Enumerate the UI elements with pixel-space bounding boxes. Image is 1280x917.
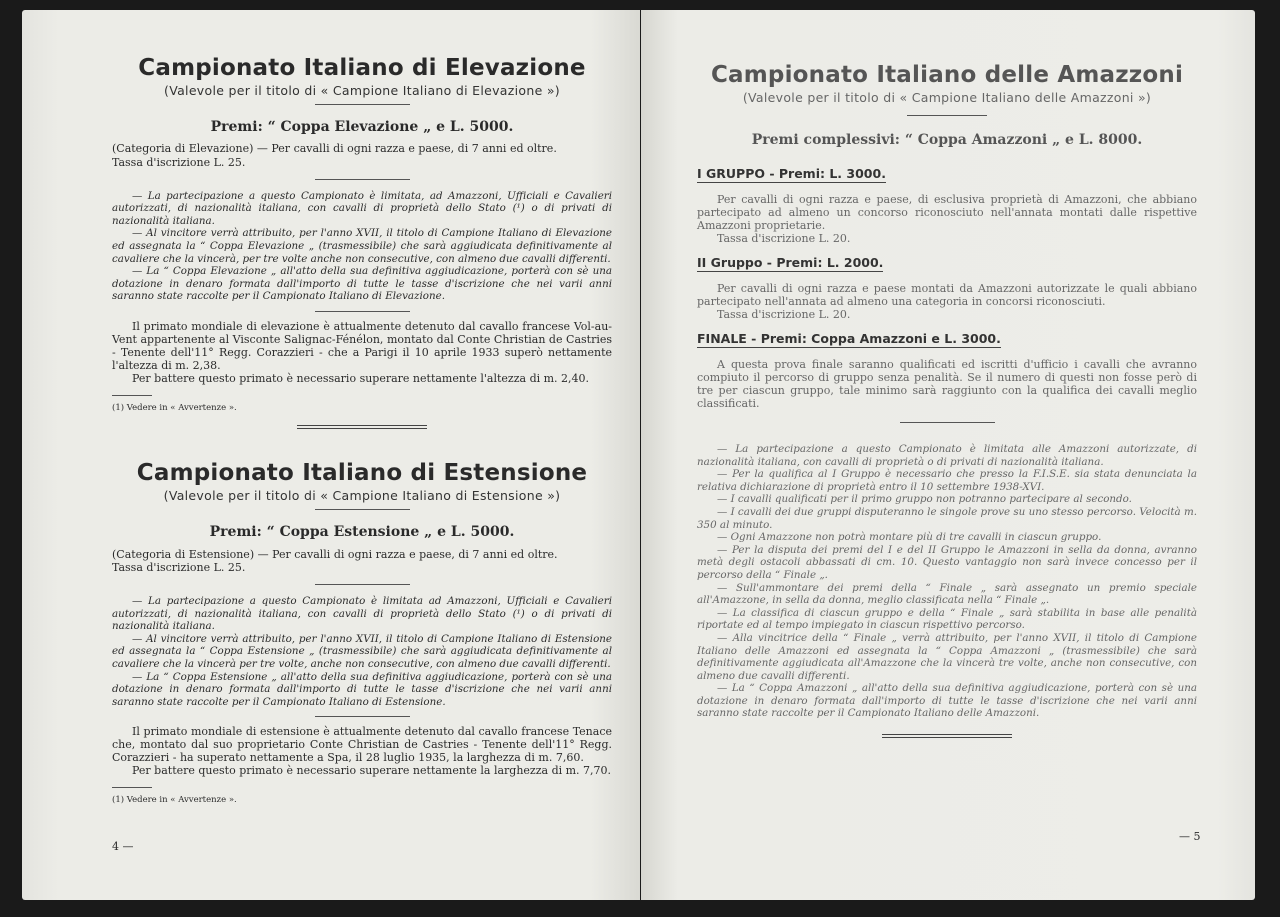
divider <box>900 422 995 423</box>
estensione-fee: Tassa d'iscrizione L. 25. <box>112 561 246 574</box>
divider <box>315 179 410 180</box>
amazzoni-section <box>697 62 1197 752</box>
amazzoni-rule-9: — Alla vincitrice della “ Finale „ verrà attribuito, per l'anno XVII, il titolo di Campione Italiano delle Amazzoni ed assegnata la “ Coppa Amazzoni „ (trasmessibile) che sarà definitivamente aggiudicata all'Amazzone che la vincerà tre volte, anche non consecutive, con almeno due cavalli differenti. <box>697 631 1197 682</box>
amazzoni-rule-5: — Ogni Amazzone non potrà montare più di tre cavalli in ciascun gruppo. <box>717 531 1102 544</box>
amazzoni-rule-8: — La classifica di ciascun gruppo e della “ Finale „ sarà stabilita in base alle penalità riportate ed al tempo impiegato in ciascun rispettivo percorso. <box>697 606 1197 632</box>
double-rule <box>297 425 427 429</box>
estensione-record: Il primato mondiale di estensione è attualmente detenuto dal cavallo francese Tenace che, montato dal suo proprietario Conte Christian de Castries - Tenente dell'11° Regg. Corazzieri - ha superato nettamente a Spa, il 28 luglio 1935, la larghezza di m. 7,60. <box>112 725 612 765</box>
estensione-beat: Per battere questo primato è necessario superare nettamente la larghezza di m. 7,70. <box>132 764 612 778</box>
elevazione-subtitle: (Valevole per il titolo di « Campione Italiano di Elevazione ») <box>164 83 560 98</box>
amazzoni-rule-10: — La “ Coppa Amazzoni „ all'atto della sua definitiva aggiudicazione, porterà con sè una dotazione in denaro formata dall'importo di tutte le tasse d'iscrizione che nei varii anni saranno state raccolte per il Campionato Italiano delle Amazzoni. <box>697 682 1197 720</box>
elevazione-footnote: (1) Vedere in « Avvertenze ». <box>112 402 237 413</box>
elevazione-fee: Tassa d'iscrizione L. 25. <box>112 155 246 169</box>
page-number-right: — 5 <box>1179 830 1201 843</box>
footnote-rule <box>112 395 152 396</box>
elevazione-rule-3: — La “ Coppa Elevazione „ all'atto della sua definitiva aggiudicazione, porterà con sè una dotazione in denaro formata dall'importo di tutte le tasse d'iscrizione che nei varii anni saranno state raccolte per il Campionato Italiano di Elevazione. <box>112 265 612 303</box>
amazzoni-rule-4: — I cavalli dei due gruppi disputeranno le singole prove su uno stesso percorso. Velocità m. 350 al minuto. <box>697 505 1197 531</box>
estensione-category: (Categoria di Estensione) — Per cavalli di ogni razza e paese, di 7 anni ed oltre. <box>112 548 558 561</box>
amazzoni-rule-1: — La partecipazione a questo Campionato è limitata alle Amazzoni autorizzate, di nazionalità italiana, con cavalli di proprietà o di privati di nazionalità italiana. <box>697 443 1197 468</box>
amazzoni-title: Campionato Italiano delle Amazzoni <box>710 62 1184 88</box>
estensione-prize: Premi: “ Coppa Estensione „ e L. 5000. <box>209 524 515 540</box>
page-number-left: 4 — <box>112 840 134 853</box>
elevazione-prize: Premi: “ Coppa Elevazione „ e L. 5000. <box>210 119 514 135</box>
estensione-title: Campionato Italiano di Estensione <box>136 460 588 486</box>
group1-heading: I GRUPPO - Premi: L. 3000. <box>697 166 886 181</box>
elevazione-category: (Categoria di Elevazione) — Per cavalli di ogni razza e paese, di 7 anni ed oltre. <box>112 142 557 155</box>
estensione-rule-2: — Al vincitore verrà attribuito, per l'anno XVII, il titolo di Campione Italiano di Estensione ed assegnata la “ Coppa Estensione „ (trasmessibile) che sarà aggiudicata definitivamente al cavaliere che la vincerà per tre volte, anche non consecutive, con almeno due cavalli differenti. <box>112 632 612 670</box>
amazzoni-rule-2: — Per la qualifica al I Gruppo è necessario che presso la F.I.S.E. sia stata denunciata la relativa dichiarazione di proprietà entro il 10 settembre 1938-XVI. <box>697 468 1197 493</box>
group1-fee: Tassa d'iscrizione L. 20. <box>717 232 851 245</box>
footnote-rule <box>112 787 152 788</box>
left-page <box>22 10 640 900</box>
estensione-footnote: (1) Vedere in « Avvertenze ». <box>112 795 237 806</box>
finale-text: A questa prova finale saranno qualificati ed iscritti d'ufficio i cavalli che avranno compiuto il percorso di gruppo senza penalità. Se il numero di questi non fosse però di tre per ciascun gruppo, tale minimo sarà raggiunto con la qualifica dei cavalli meglio classificati. <box>697 358 1197 410</box>
elevazione-section <box>112 55 612 439</box>
amazzoni-subtitle: (Valevole per il titolo di « Campione Italiano delle Amazzoni ») <box>742 90 1152 105</box>
finale-heading: FINALE - Premi: Coppa Amazzoni e L. 3000. <box>697 331 1001 346</box>
amazzoni-rule-7: — Sull'ammontare dei premi della “ Finale „ sarà assegnato un premio speciale all'Amazzone, in sella da donna, meglio classificata nella “ Finale „. <box>697 581 1197 607</box>
elevazione-rule-1: — La partecipazione a questo Campionato è limitata, ad Amazzoni, Ufficiali e Cavalieri autorizzati, di nazionalità italiana, con cavalli di proprietà dello Stato (¹) o di privati di nazionalità italiana. <box>112 189 612 227</box>
estensione-rule-3: — La “ Coppa Estensione „ all'atto della sua definitiva aggiudicazione, porterà con sè una dotazione in denaro formata dall'importo di tutte le tasse d'iscrizione che nei varii anni saranno state raccolte per il Campionato Italiano di Estensione. <box>112 670 612 708</box>
amazzoni-prize: Premi complessivi: “ Coppa Amazzoni „ e L. 8000. <box>751 132 1143 148</box>
group1-text: Per cavalli di ogni razza e paese, di esclusiva proprietà di Amazzoni, che abbiano partecipato ad almeno un concorso riconosciuto nell'annata montati dalle rispettive Amazzoni proprietarie. <box>697 193 1197 232</box>
divider <box>315 311 410 312</box>
elevazione-rule-2: — Al vincitore verrà attribuito, per l'anno XVII, il titolo di Campione Italiano di Elevazione ed assegnata la “ Coppa Elevazione „ (trasmessibile) che sarà aggiudicata definitivamente al cavaliere che la vincerà, per tre volte anche non consecutive, con almeno due cavalli differenti. <box>112 227 612 265</box>
right-page <box>641 10 1255 900</box>
group2-heading: II Gruppo - Premi: L. 2000. <box>697 255 884 270</box>
elevazione-record: Il primato mondiale di elevazione è attualmente detenuto dal cavallo francese Vol-au-Vent appartenente al Visconte Salignac-Fénélon, montato dal Conte Christian de Castries - Tenente dell'11° Regg. Corazzieri - che a Parigi il 10 aprile 1933 superò nettamente l'altezza di m. 2,38. <box>112 319 612 372</box>
divider <box>907 115 987 116</box>
divider <box>315 716 410 717</box>
amazzoni-rule-3: — I cavalli qualificati per il primo gruppo non potranno partecipare al secondo. <box>717 493 1132 506</box>
divider <box>315 509 410 510</box>
elevazione-beat: Per battere questo primato è necessario superare nettamente l'altezza di m. 2,40. <box>132 371 590 385</box>
elevazione-title: Campionato Italiano di Elevazione <box>138 55 586 81</box>
group2-fee: Tassa d'iscrizione L. 20. <box>717 308 851 321</box>
amazzoni-rule-6: — Per la disputa dei premi del I e del II Gruppo le Amazzoni in sella da donna, avranno metà degli ostacoli abbassati di cm. 10. Questo vantaggio non sarà invece concesso per il percorso della “ Finale „. <box>697 543 1197 581</box>
group2-text: Per cavalli di ogni razza e paese montati da Amazzoni autorizzate le quali abbiano partecipato nell'annata ad almeno una categoria in concorsi riconosciuti. <box>697 282 1197 308</box>
double-rule <box>882 734 1012 738</box>
estensione-rule-1: — La partecipazione a questo Campionato è limitata ad Amazzoni, Ufficiali e Cavalieri autorizzati, di nazionalità italiana, con cavalli di proprietà dello Stato (¹) o di privati di nazionalità italiana. <box>112 595 612 633</box>
estensione-subtitle: (Valevole per il titolo di « Campione Italiano di Estensione ») <box>163 488 561 503</box>
estensione-section <box>112 460 612 807</box>
divider <box>315 584 410 585</box>
divider <box>315 104 410 105</box>
